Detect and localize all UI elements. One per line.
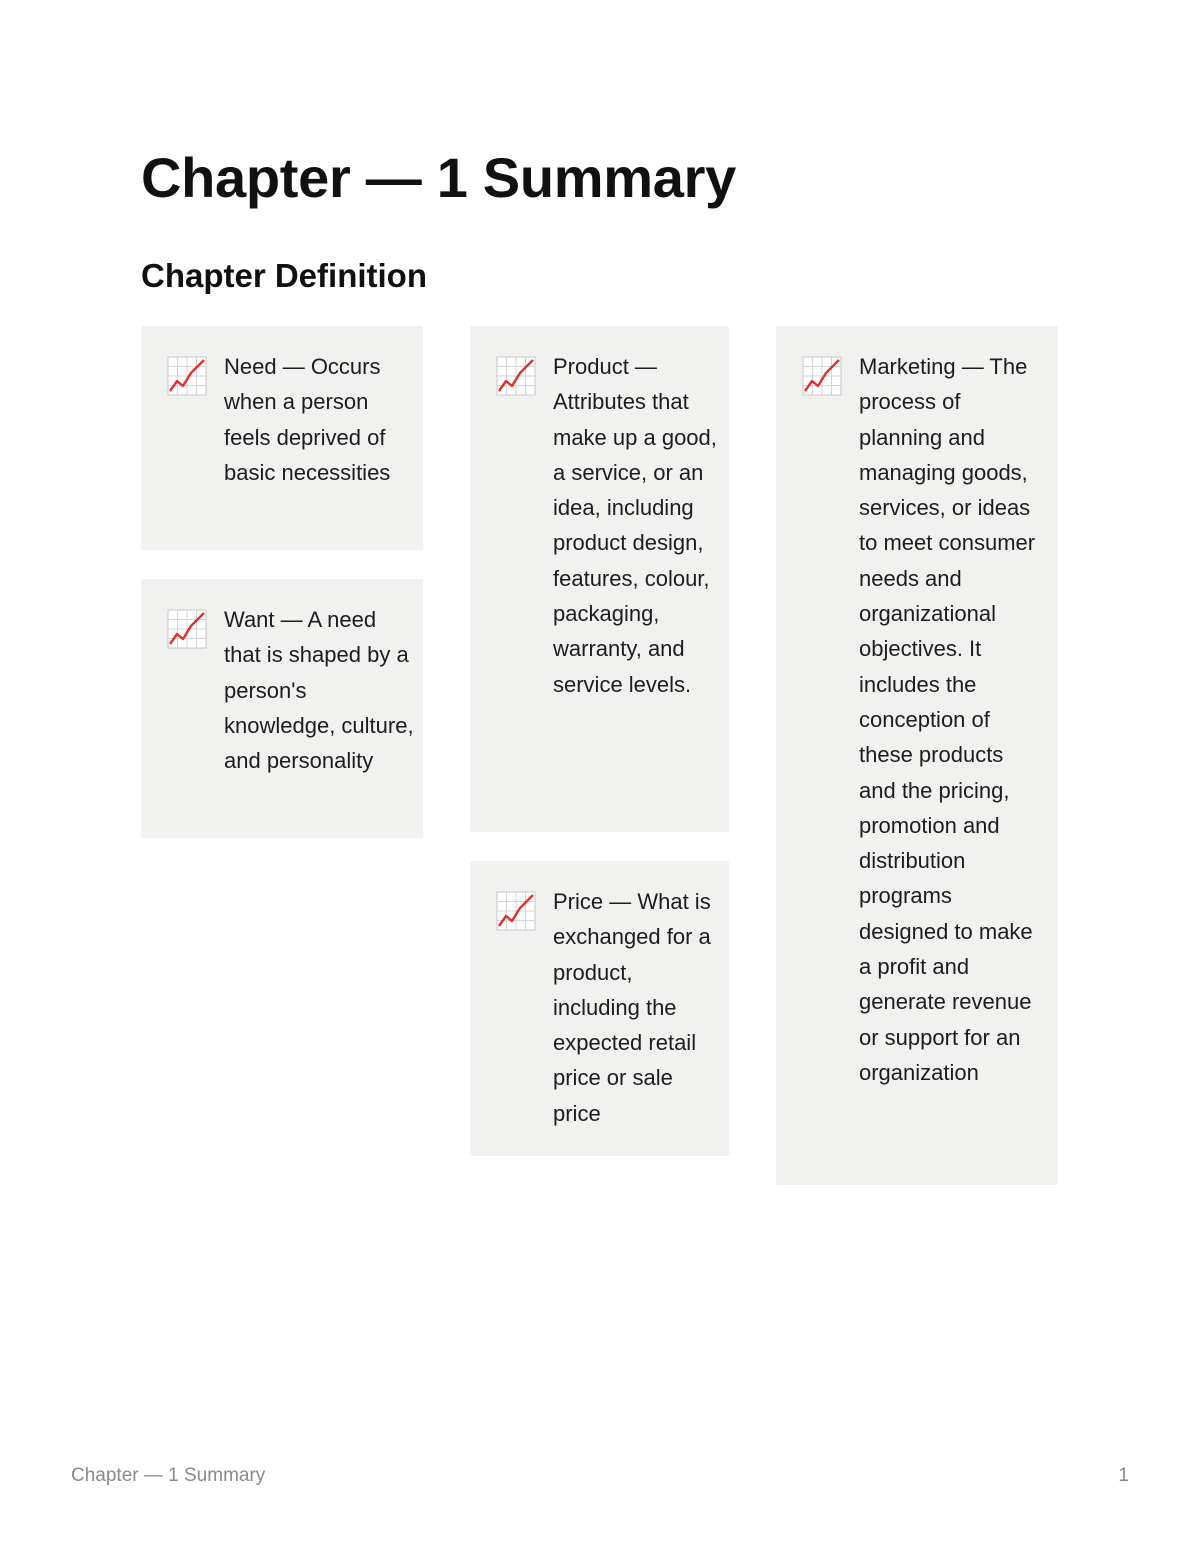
callout-text: Want — A need that is shaped by a person's knowledge, culture, and personality [224,607,414,774]
chart-increasing-icon [802,356,842,396]
callout-marketing [776,326,1058,1185]
page-title: Chapter — 1 Summary [141,146,736,209]
chart-increasing-icon [167,609,207,649]
callout-price [470,861,729,1156]
callout-want [141,579,423,838]
section-heading: Chapter Definition [141,257,427,294]
chart-increasing-icon [167,356,207,396]
callout-text: Marketing — The process of planning and managing goods, services, or ideas to meet consumer needs and organizational objectives. It includes the conception of these products and the pricing, promotion and distribution programs designed to make a profit and generate revenue or support for an organization [859,354,1036,1085]
callout-text: Product — Attributes that make up a good, a service, or an idea, including product design, features, colour, packaging, warranty, and service levels. [553,354,717,697]
page-number: 1 [1118,1465,1129,1486]
callout-text: Need — Occurs when a person feels deprived of basic necessities [224,354,391,485]
callout-product [470,326,729,832]
footer-title: Chapter — 1 Summary [71,1465,266,1486]
callout-need [141,326,423,550]
callout-text: Price — What is exchanged for a product, including the expected retail price or sale price [553,889,711,1126]
chart-increasing-icon [496,891,536,931]
chart-increasing-icon [496,356,536,396]
